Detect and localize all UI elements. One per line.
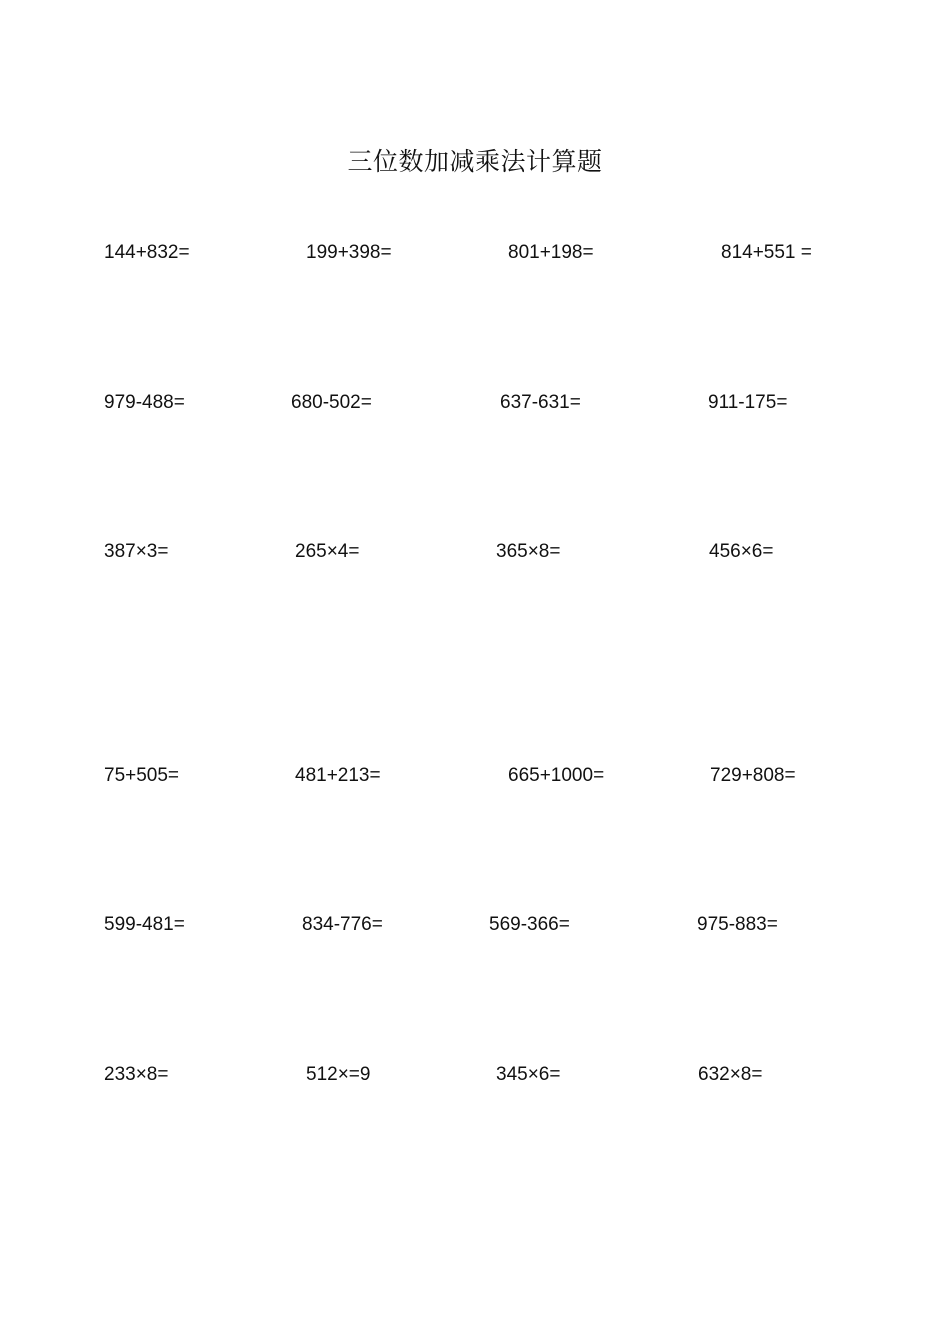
- problem: 665+1000=: [508, 765, 605, 786]
- problem: 345×6=: [496, 1064, 561, 1085]
- problem: 199+398=: [306, 242, 392, 263]
- problem: 144+832=: [104, 242, 190, 263]
- problem: 632×8=: [698, 1064, 763, 1085]
- problem: 512×=9: [306, 1064, 371, 1085]
- problem: 75+505=: [104, 765, 180, 786]
- problem: 387×3=: [104, 541, 169, 562]
- problem: 481+213=: [295, 765, 381, 786]
- problem: 975-883=: [697, 914, 778, 935]
- problem: 729+808=: [710, 765, 796, 786]
- problem: 911-175=: [708, 392, 788, 413]
- problem: 814+551 =: [721, 242, 812, 263]
- problem: 801+198=: [508, 242, 594, 263]
- worksheet-title: 三位数加减乘法计算题: [347, 147, 603, 176]
- problem: 233×8=: [104, 1064, 169, 1085]
- problem: 979-488=: [104, 392, 185, 413]
- problem: 265×4=: [295, 541, 360, 562]
- problem: 834-776=: [302, 914, 383, 935]
- problem: 599-481=: [104, 914, 185, 935]
- problem: 456×6=: [709, 541, 774, 562]
- problem: 365×8=: [496, 541, 561, 562]
- problem: 680-502=: [291, 392, 372, 413]
- problem: 637-631=: [500, 392, 581, 413]
- problem: 569-366=: [489, 914, 570, 935]
